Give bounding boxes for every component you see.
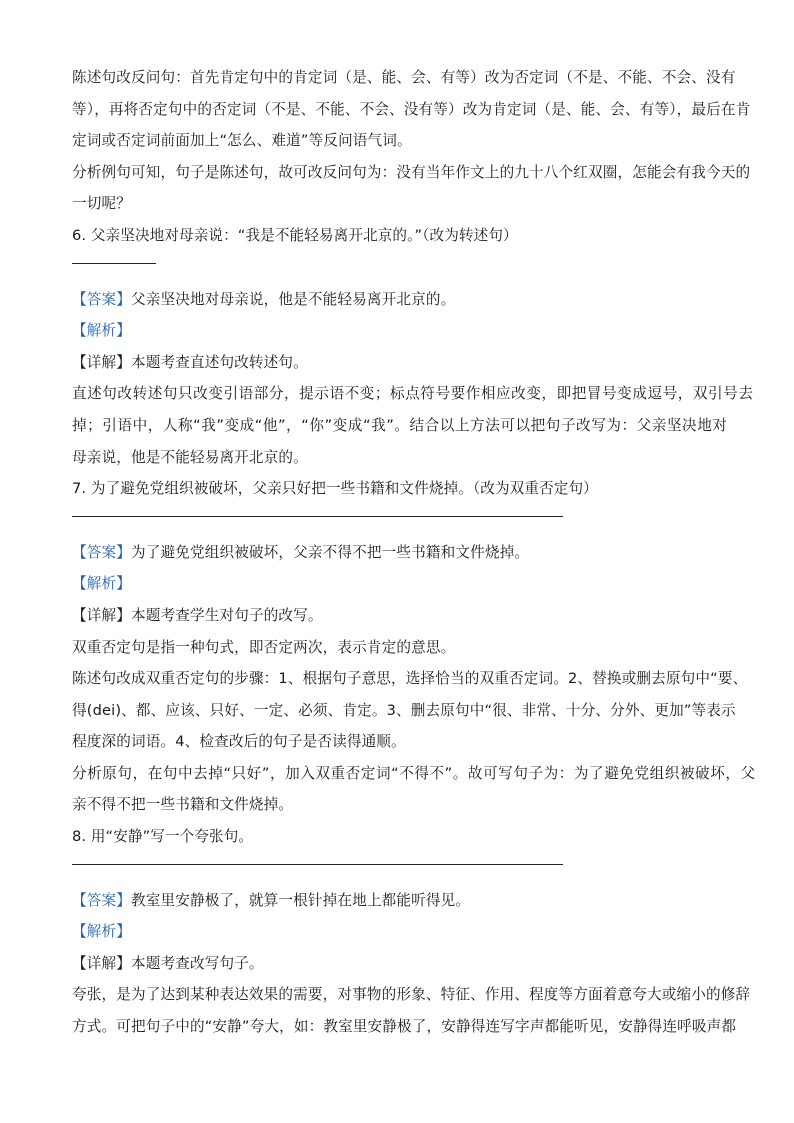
paragraph-line: 等），再将否定句中的否定词（不是、不能、不会、没有等）改为肯定词（是、能、会、有等），最后在肯 xyxy=(72,100,751,118)
question-6: 6. 父亲坚决地对母亲说：“我是不能轻易离开北京的。”（改为转述句） xyxy=(72,226,518,244)
explanation-line: 夸张，是为了达到某种表达效果的需要，对事物的形象、特征、作用、程度等方面着意夸大或缩小的修辞 xyxy=(72,986,751,1004)
explanation-line: 方式。可把句子中的“安静”夸大，如：教室里安静极了，安静得连写字声都能听见，安静得连呼吸声都 xyxy=(72,1018,737,1036)
explanation-line: 掉；引语中，人称“我”变成“他”，“你”变成“我”。结合以上方法可以把句子改写为：父亲坚决地对 xyxy=(72,416,728,434)
explanation-line: 程度深的词语。4、检查改后的句子是否读得通顺。 xyxy=(72,733,406,751)
question-8: 8. 用“安静”写一个夸张句。 xyxy=(72,828,254,846)
detail-7 xyxy=(72,600,722,632)
detail-text: 本题考查学生对句子的改写。 xyxy=(130,606,323,624)
explanation-line: 分析原句，在句中去掉“只好”，加入双重否定词“不得不”。故可写句子为：为了避免党组织被破坏，父 xyxy=(72,764,756,782)
paragraph-line: 一切呢？ xyxy=(72,195,131,213)
question-7: 7. 为了避免党组织被破坏，父亲只好把一些书籍和文件烧掉。（改为双重否定句） xyxy=(72,480,598,498)
detail-8 xyxy=(72,948,722,980)
detail-tag: 【详解】 xyxy=(72,353,131,371)
explanation-line: 得(dei)、都、应该、只好、一定、必须、肯定。3、删去原句中“很、非常、十分、分外、更加”等表示 xyxy=(72,701,736,719)
answer-blank-6 xyxy=(72,263,156,264)
explanation-line: 亲不得不把一些书籍和文件烧掉。 xyxy=(72,796,294,814)
paragraph-line: 陈述句改反问句：首先肯定句中的肯定词（是、能、会、有等）改为否定词（不是、不能、不会、没有 xyxy=(72,69,736,86)
detail-text: 本题考查改写句子。 xyxy=(130,954,264,972)
detail-tag: 【详解】 xyxy=(72,954,131,972)
answer-text: 为了避免党组织被破坏，父亲不得不把一些书籍和文件烧掉。 xyxy=(130,543,530,561)
answer-text: 教室里安静极了，就算一根针掉在地上都能听得见。 xyxy=(130,891,471,909)
explanation-line: 直述句改转述句只改变引语部分，提示语不变；标点符号要作相应改变，即把冒号变成逗号，双引号去 xyxy=(72,385,754,403)
paragraph-line: 分析例句可知，句子是陈述句，故可改反问句为：没有当年作文上的九十八个红双圈，怎能会有我今天的 xyxy=(72,163,751,181)
paragraph-line: 定词或否定词前面加上“怎么、难道”等反问语气词。 xyxy=(72,132,412,150)
detail-text: 本题考查直述句改转述句。 xyxy=(130,353,308,371)
answer-tag: 【答案】 xyxy=(72,891,131,909)
document-page xyxy=(72,62,756,1043)
analysis-tag: 【解析】 xyxy=(72,322,131,340)
answer-6 xyxy=(72,284,722,316)
explanation-line: 双重否定句是指一种句式，即否定两次，表示肯定的意思。 xyxy=(72,638,456,656)
answer-text: 父亲坚决地对母亲说，他是不能轻易离开北京的。 xyxy=(130,290,456,308)
answer-tag: 【答案】 xyxy=(72,543,131,561)
explanation-line: 陈述句改成双重否定句的步骤：1、根据句子意思，选择恰当的双重否定词。2、替换或删去原句中“要、 xyxy=(72,670,748,688)
answer-tag: 【答案】 xyxy=(72,290,131,308)
answer-8 xyxy=(72,885,722,917)
analysis-tag: 【解析】 xyxy=(72,575,131,593)
answer-blank-7 xyxy=(72,516,563,517)
analysis-tag: 【解析】 xyxy=(72,923,131,941)
answer-7 xyxy=(72,537,722,569)
explanation-line: 母亲说，他是不能轻易离开北京的。 xyxy=(72,448,308,466)
detail-6 xyxy=(72,347,722,379)
answer-blank-8 xyxy=(72,864,563,865)
detail-tag: 【详解】 xyxy=(72,606,131,624)
